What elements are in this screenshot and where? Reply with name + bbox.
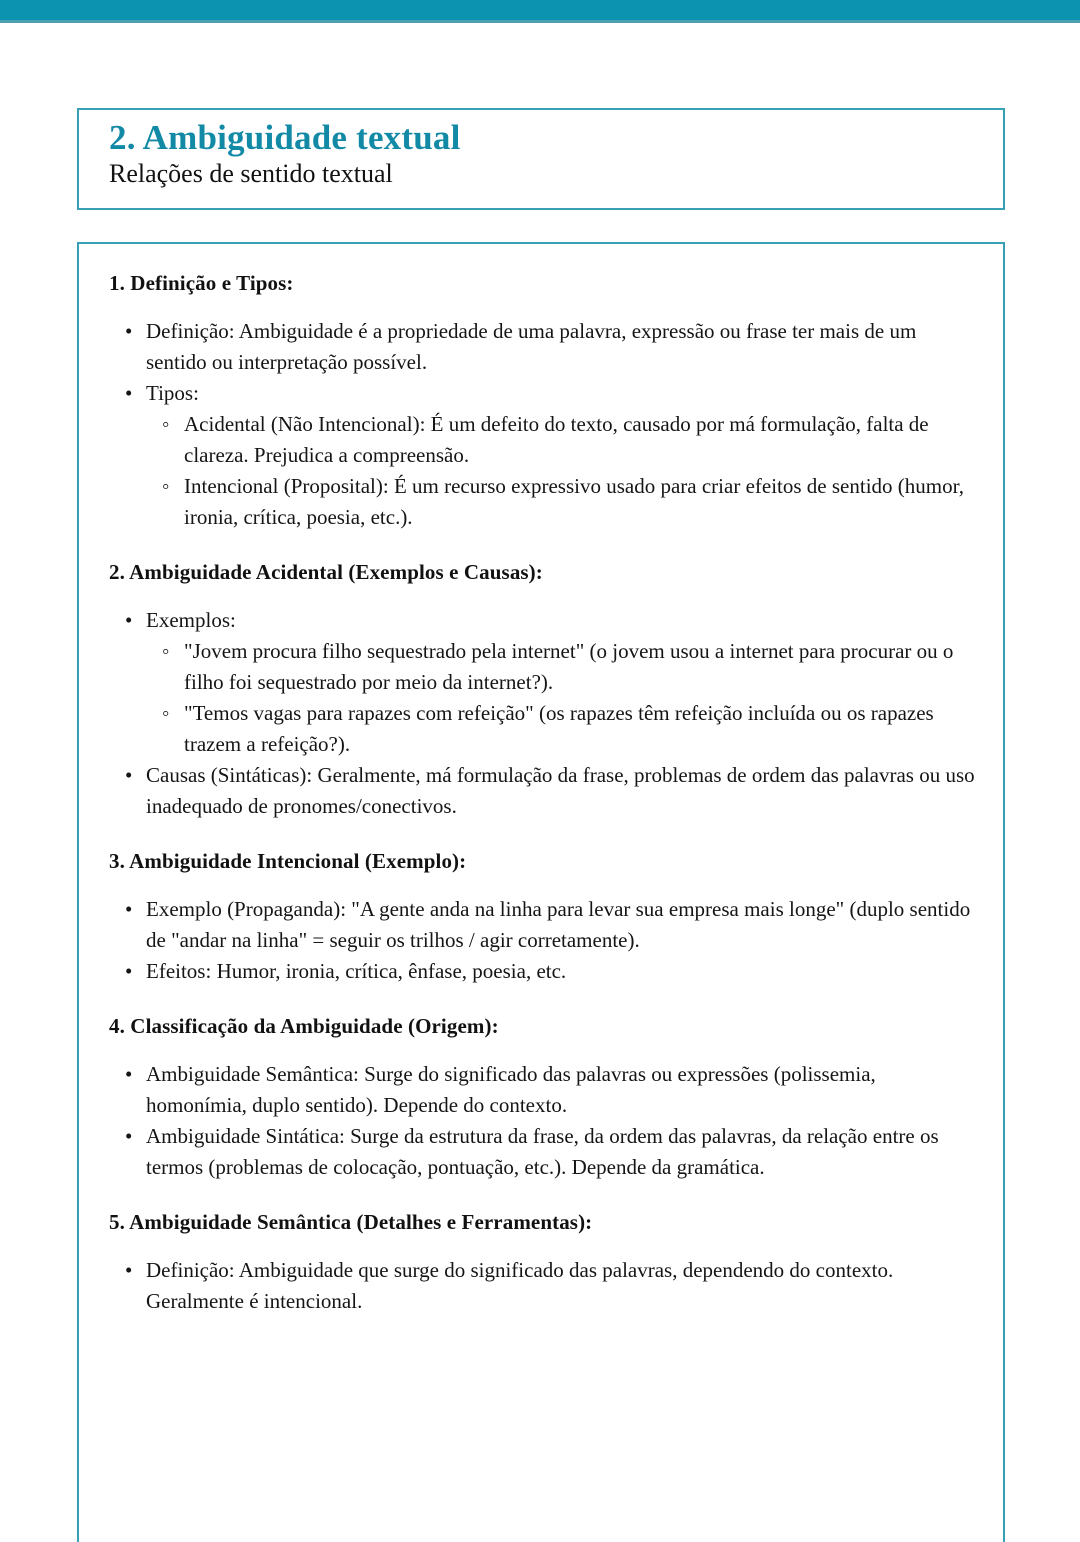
list-item bbox=[109, 316, 979, 378]
sections-container bbox=[79, 244, 1003, 1317]
list-item bbox=[109, 1255, 979, 1317]
list-item-text: • Causas (Sintáticas): Geralmente, má formulação da frase, problemas de ordem das palavras ou uso inadequado de pronomes/conectivos. bbox=[146, 763, 975, 818]
list-item bbox=[109, 605, 979, 760]
content-section bbox=[109, 846, 979, 987]
bullet-list bbox=[109, 1059, 979, 1183]
list-item-text: • Tipos: bbox=[146, 381, 199, 405]
list-item-text: • Definição: Ambiguidade é a propriedade de uma palavra, expressão ou frase ter mais de um sentido ou interpretação possível. bbox=[146, 319, 917, 374]
list-item-text: • Exemplos: bbox=[146, 608, 236, 632]
sub-bullet-list bbox=[146, 636, 979, 760]
section-heading: 3. Ambiguidade Intencional (Exemplo): bbox=[109, 849, 467, 873]
page-title: 2. Ambiguidade textual bbox=[109, 118, 461, 157]
content-section bbox=[109, 1011, 979, 1183]
list-item-text: • Ambiguidade Sintática: Surge da estrutura da frase, da ordem das palavras, da relação entre os termos (problemas de colocação, pontuação, etc.). Depende da gramática. bbox=[146, 1124, 939, 1179]
content-section bbox=[109, 557, 979, 822]
section-heading: 4. Classificação da Ambiguidade (Origem): bbox=[109, 1014, 499, 1038]
document-header-box bbox=[77, 108, 1005, 210]
list-item bbox=[109, 760, 979, 822]
list-item-text: • Definição: Ambiguidade que surge do significado das palavras, dependendo do contexto. Geralmente é intencional. bbox=[146, 1258, 894, 1313]
list-item-text: • Ambiguidade Semântica: Surge do significado das palavras ou expressões (polissemia, homonímia, duplo sentido). Depende do contexto. bbox=[146, 1062, 876, 1117]
list-item bbox=[109, 1121, 979, 1183]
bullet-list bbox=[109, 1255, 979, 1317]
bullet-list bbox=[109, 605, 979, 822]
top-accent-bar-shadow bbox=[0, 20, 1080, 23]
sub-list-item: ◦ "Jovem procura filho sequestrado pela internet" (o jovem usou a internet para procurar ou o filho foi sequestrado por meio da internet?). bbox=[146, 636, 979, 698]
sub-list-item: ◦ Intencional (Proposital): É um recurso expressivo usado para criar efeitos de sentido (humor, ironia, crítica, poesia, etc.). bbox=[146, 471, 979, 533]
content-section bbox=[109, 268, 979, 533]
content-section bbox=[109, 1207, 979, 1317]
list-item-text: • Efeitos: Humor, ironia, crítica, ênfase, poesia, etc. bbox=[146, 959, 567, 983]
sub-list-item: ◦ Acidental (Não Intencional): É um defeito do texto, causado por má formulação, falta de clareza. Prejudica a compreensão. bbox=[146, 409, 979, 471]
section-heading: 2. Ambiguidade Acidental (Exemplos e Causas): bbox=[109, 560, 543, 584]
list-item bbox=[109, 378, 979, 533]
sub-list-item: ◦ "Temos vagas para rapazes com refeição" (os rapazes têm refeição incluída ou os rapazes trazem a refeição?). bbox=[146, 698, 979, 760]
list-item bbox=[109, 894, 979, 956]
page-subtitle: Relações de sentido textual bbox=[109, 159, 393, 188]
sub-bullet-list bbox=[146, 409, 979, 533]
section-heading: 5. Ambiguidade Semântica (Detalhes e Ferramentas): bbox=[109, 1210, 593, 1234]
bullet-list bbox=[109, 316, 979, 533]
document-content-box bbox=[77, 242, 1005, 1542]
top-accent-bar bbox=[0, 0, 1080, 20]
bullet-list bbox=[109, 894, 979, 987]
list-item-text: • Exemplo (Propaganda): "A gente anda na linha para levar sua empresa mais longe" (duplo sentido de "andar na linha" = seguir os trilhos / agir corretamente). bbox=[146, 897, 971, 952]
list-item bbox=[109, 1059, 979, 1121]
list-item bbox=[109, 956, 979, 987]
section-heading: 1. Definição e Tipos: bbox=[109, 271, 294, 295]
